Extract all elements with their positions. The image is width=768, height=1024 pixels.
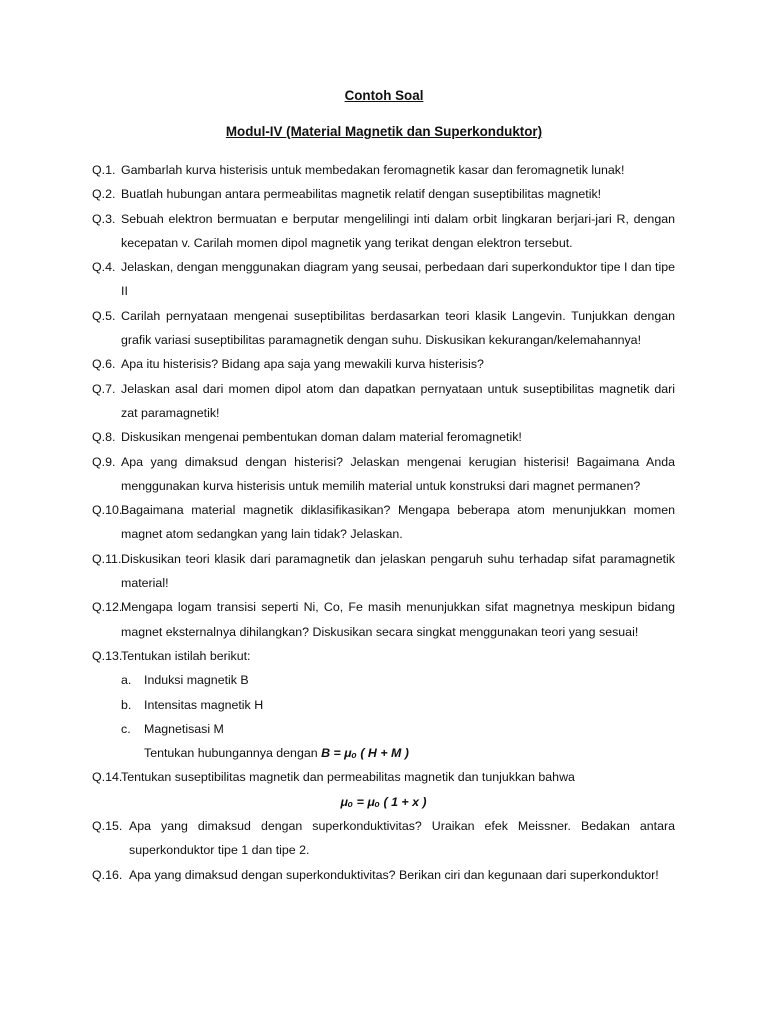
question-list: [92, 158, 675, 887]
relation-note: [92, 741, 675, 765]
question-text: Buatlah hubungan antara permeabilitas magnetik relatif dengan suseptibilitas magnetik!: [121, 187, 602, 202]
question-text: Sebuah elektron bermuatan e berputar mengelilingi inti dalam orbit lingkaran berjari-jari R, dengan kecepatan v. Carilah momen dipol magnetik yang terikat dengan elektron tersebut.: [121, 211, 675, 250]
question-text: Bagaimana material magnetik diklasifikasikan? Mengapa beberapa atom menunjukkan momen magnet atom sedangkan yang lain tidak? Jelaskan.: [121, 503, 675, 542]
term-label: b.: [121, 697, 132, 712]
question-item: [92, 255, 675, 304]
document-subtitle: Modul-IV (Material Magnetik dan Superkonduktor): [225, 124, 543, 139]
question-item: [92, 304, 675, 353]
question-item: [92, 182, 675, 206]
question-number: Q.16.: [92, 867, 123, 882]
term-label: c.: [121, 721, 131, 736]
question-text: Tentukan istilah berikut:: [121, 648, 251, 663]
question-text: Tentukan suseptibilitas magnetik dan permeabilitas magnetik dan tunjukkan bahwa: [121, 770, 575, 785]
question-number: Q.7.: [92, 381, 116, 396]
relation-formula: B = μₒ ( H + M ): [321, 746, 409, 761]
question-text: Jelaskan asal dari momen dipol atom dan dapatkan pernyataan untuk suseptibilitas magnetik dari zat paramagnetik!: [121, 381, 675, 420]
question-item: [92, 814, 675, 863]
question-number: Q.15.: [92, 819, 123, 834]
question-item: [92, 644, 675, 668]
term-item: [92, 668, 675, 692]
term-text: Magnetisasi M: [144, 721, 224, 736]
question-number: Q.2.: [92, 187, 116, 202]
question-number: Q.12.: [92, 600, 123, 615]
question-text: Diskusikan teori klasik dari paramagnetik dan jelaskan pengaruh suhu terhadap sifat paramagnetik material!: [121, 551, 675, 591]
question-number: Q.11.: [92, 551, 122, 566]
question-item: [92, 765, 675, 789]
question-number: Q.13.: [92, 648, 123, 663]
question-number: Q.1.: [92, 163, 116, 177]
question-number: Q.8.: [92, 430, 116, 445]
question-number: Q.3.: [92, 211, 116, 226]
question-number: Q.14.: [92, 770, 123, 785]
question-text: Gambarlah kurva histerisis untuk membedakan feromagnetik kasar dan feromagnetik lunak!: [121, 163, 625, 177]
document-title: Contoh Soal: [344, 88, 424, 103]
question-item: [92, 863, 675, 887]
question-text: Jelaskan, dengan menggunakan diagram yang seusai, perbedaan dari superkonduktor tipe I dan tipe II: [121, 260, 675, 299]
question-item: [92, 450, 675, 499]
question-number: Q.10.: [92, 503, 123, 518]
question-item: [92, 352, 675, 376]
question-text: Diskusikan mengenai pembentukan doman dalam material feromagnetik!: [121, 430, 522, 445]
term-item: [92, 693, 675, 717]
question-text: Apa yang dimaksud dengan histerisi? Jelaskan mengenai kerugian histerisi! Bagaimana Anda menggunakan kurva histerisis untuk memilih material untuk konstruksi dari magnet permanen?: [121, 454, 675, 493]
relation-note-text: Tentukan hubungannya dengan: [144, 746, 318, 761]
question-item: [92, 158, 675, 182]
question-item: [92, 377, 675, 426]
question-text: Carilah pernyataan mengenai suseptibilitas berdasarkan teori klasik Langevin. Tunjukkan dengan grafik variasi suseptibilitas paramagnetik dengan suhu. Diskusikan kekurangan/kelemahannya!: [121, 308, 675, 348]
question-item: [92, 425, 675, 449]
question-item: [92, 498, 675, 547]
question-text: Apa yang dimaksud dengan superkonduktivitas? Uraikan efek Meissner. Bedakan antara superkonduktor tipe 1 dan tipe 2.: [129, 819, 675, 858]
term-text: Induksi magnetik B: [144, 673, 249, 688]
question-text: Apa itu histerisis? Bidang apa saja yang mewakili kurva histerisis?: [121, 357, 484, 372]
question-item: [92, 547, 675, 596]
question-text: Apa yang dimaksud dengan superkonduktivitas? Berikan ciri dan kegunaan dari superkonduktor!: [129, 867, 659, 882]
term-label: a.: [121, 673, 132, 688]
question-number: Q.6.: [92, 357, 116, 372]
question-item: [92, 207, 675, 256]
term-text: Intensitas magnetik H: [144, 697, 264, 712]
question-number: Q.9.: [92, 454, 116, 469]
question-number: Q.5.: [92, 308, 116, 323]
term-item: [92, 717, 675, 741]
permeability-formula: μₒ = μₒ ( 1 + x ): [340, 794, 427, 809]
question-number: Q.4.: [92, 260, 116, 275]
question-text: Mengapa logam transisi seperti Ni, Co, Fe masih menunjukkan sifat magnetnya meskipun bidang magnet eksternalnya dihilangkan? Diskusikan secara singkat menggunakan teori yang sesuai!: [121, 600, 675, 639]
question-item: [92, 595, 675, 644]
